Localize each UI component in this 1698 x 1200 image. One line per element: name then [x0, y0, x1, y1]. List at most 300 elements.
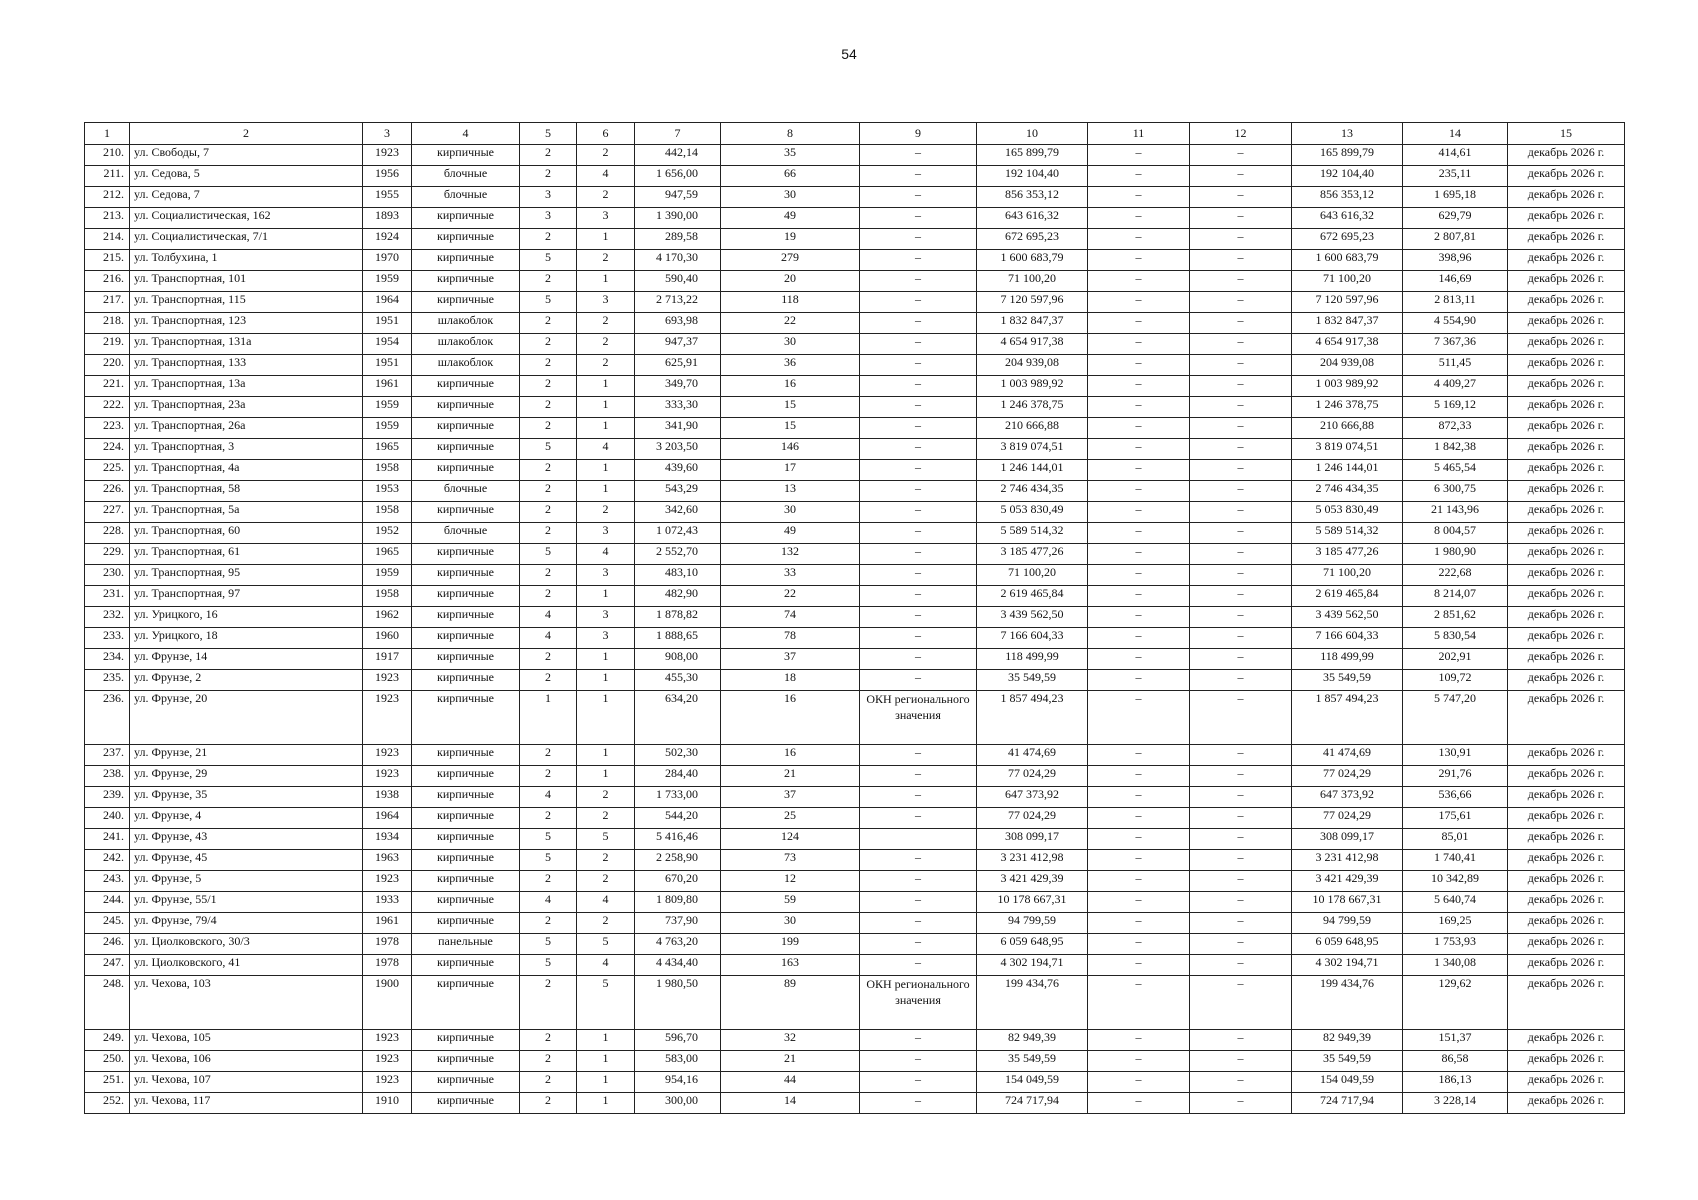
cell-residents: 163 — [721, 955, 860, 976]
cell-heritage-status: – — [860, 271, 977, 292]
cell-area: 1 888,65 — [635, 628, 721, 649]
table-row — [85, 745, 1625, 766]
cell-cost-col-12: – — [1190, 670, 1292, 691]
cell-cost-total: 856 353,12 — [977, 187, 1088, 208]
cell-cost-total: 77 024,29 — [977, 808, 1088, 829]
column-header-6: 6 — [577, 123, 635, 145]
cell-cost-total: 3 231 412,98 — [977, 850, 1088, 871]
cell-heritage-status: – — [860, 481, 977, 502]
cell-area: 483,10 — [635, 565, 721, 586]
cell-wall-material: кирпичные — [412, 292, 520, 313]
cell-cost-col-12: – — [1190, 355, 1292, 376]
cell-row-number: 215. — [85, 250, 130, 271]
cell-cost-total: 5 589 514,32 — [977, 523, 1088, 544]
cell-cost-total: 192 104,40 — [977, 166, 1088, 187]
cell-address: ул. Транспортная, 61 — [130, 544, 363, 565]
cell-year-built: 1923 — [363, 1051, 412, 1072]
cell-residents: 59 — [721, 892, 860, 913]
cell-cost-total: 118 499,99 — [977, 649, 1088, 670]
cell-heritage-status: – — [860, 229, 977, 250]
cell-heritage-status: – — [860, 808, 977, 829]
cell-floors: 2 — [520, 523, 577, 544]
cell-cost-col-11: – — [1088, 334, 1190, 355]
cell-cost-total: 41 474,69 — [977, 745, 1088, 766]
cell-address: ул. Социалистическая, 7/1 — [130, 229, 363, 250]
column-header-5: 5 — [520, 123, 577, 145]
cell-residents: 25 — [721, 808, 860, 829]
cell-area: 543,29 — [635, 481, 721, 502]
cell-cost-per-sqm: 5 640,74 — [1403, 892, 1508, 913]
cell-cost-per-sqm: 86,58 — [1403, 1051, 1508, 1072]
cell-residents: 19 — [721, 229, 860, 250]
cell-entrances: 4 — [577, 955, 635, 976]
cell-residents: 124 — [721, 829, 860, 850]
cell-cost-col-13: 10 178 667,31 — [1292, 892, 1403, 913]
cell-cost-col-13: 165 899,79 — [1292, 145, 1403, 166]
cell-cost-col-11: – — [1088, 1093, 1190, 1114]
cell-wall-material: кирпичные — [412, 502, 520, 523]
cell-address: ул. Циолковского, 41 — [130, 955, 363, 976]
cell-cost-per-sqm: 2 851,62 — [1403, 607, 1508, 628]
cell-address: ул. Фрунзе, 20 — [130, 691, 363, 745]
cell-wall-material: кирпичные — [412, 376, 520, 397]
cell-cost-per-sqm: 175,61 — [1403, 808, 1508, 829]
cell-year-built: 1933 — [363, 892, 412, 913]
cell-wall-material: кирпичные — [412, 439, 520, 460]
cell-cost-col-12: – — [1190, 649, 1292, 670]
cell-heritage-status: – — [860, 1051, 977, 1072]
table-row — [85, 565, 1625, 586]
cell-entrances: 4 — [577, 544, 635, 565]
cell-year-built: 1978 — [363, 934, 412, 955]
cell-cost-col-13: 5 589 514,32 — [1292, 523, 1403, 544]
table-row — [85, 670, 1625, 691]
cell-area: 1 980,50 — [635, 976, 721, 1030]
cell-address: ул. Фрунзе, 45 — [130, 850, 363, 871]
cell-floors: 2 — [520, 313, 577, 334]
cell-cost-col-13: 5 053 830,49 — [1292, 502, 1403, 523]
cell-address: ул. Транспортная, 95 — [130, 565, 363, 586]
cell-cost-col-12: – — [1190, 187, 1292, 208]
cell-cost-total: 71 100,20 — [977, 565, 1088, 586]
cell-address: ул. Фрунзе, 21 — [130, 745, 363, 766]
cell-cost-per-sqm: 6 300,75 — [1403, 481, 1508, 502]
cell-wall-material: кирпичные — [412, 397, 520, 418]
cell-cost-per-sqm: 8 214,07 — [1403, 586, 1508, 607]
cell-deadline: декабрь 2026 г. — [1508, 565, 1625, 586]
cell-row-number: 250. — [85, 1051, 130, 1072]
cell-address: ул. Транспортная, 13а — [130, 376, 363, 397]
cell-heritage-status: – — [860, 871, 977, 892]
cell-deadline: декабрь 2026 г. — [1508, 292, 1625, 313]
cell-cost-total: 204 939,08 — [977, 355, 1088, 376]
cell-wall-material: кирпичные — [412, 229, 520, 250]
cell-residents: 15 — [721, 418, 860, 439]
cell-cost-per-sqm: 398,96 — [1403, 250, 1508, 271]
cell-cost-col-13: 1 832 847,37 — [1292, 313, 1403, 334]
cell-cost-col-12: – — [1190, 850, 1292, 871]
cell-cost-col-11: – — [1088, 229, 1190, 250]
cell-heritage-status: ОКН регионального значения — [860, 691, 977, 745]
cell-floors: 5 — [520, 250, 577, 271]
cell-heritage-status: – — [860, 397, 977, 418]
table-row — [85, 187, 1625, 208]
cell-heritage-status: – — [860, 145, 977, 166]
cell-row-number: 243. — [85, 871, 130, 892]
cell-year-built: 1960 — [363, 628, 412, 649]
cell-cost-total: 3 439 562,50 — [977, 607, 1088, 628]
cell-floors: 5 — [520, 829, 577, 850]
cell-cost-per-sqm: 1 980,90 — [1403, 544, 1508, 565]
cell-floors: 2 — [520, 355, 577, 376]
cell-row-number: 226. — [85, 481, 130, 502]
cell-cost-col-12: – — [1190, 586, 1292, 607]
cell-heritage-status: – — [860, 934, 977, 955]
cell-cost-col-13: 2 619 465,84 — [1292, 586, 1403, 607]
cell-heritage-status: – — [860, 670, 977, 691]
cell-area: 583,00 — [635, 1051, 721, 1072]
cell-residents: 44 — [721, 1072, 860, 1093]
cell-deadline: декабрь 2026 г. — [1508, 418, 1625, 439]
cell-wall-material: кирпичные — [412, 1093, 520, 1114]
table-row — [85, 355, 1625, 376]
cell-entrances: 5 — [577, 976, 635, 1030]
cell-floors: 2 — [520, 229, 577, 250]
table-row — [85, 397, 1625, 418]
cell-cost-col-13: 856 353,12 — [1292, 187, 1403, 208]
cell-cost-per-sqm: 7 367,36 — [1403, 334, 1508, 355]
cell-cost-per-sqm: 8 004,57 — [1403, 523, 1508, 544]
cell-year-built: 1923 — [363, 691, 412, 745]
cell-address: ул. Транспортная, 4а — [130, 460, 363, 481]
cell-deadline: декабрь 2026 г. — [1508, 439, 1625, 460]
cell-address: ул. Транспортная, 3 — [130, 439, 363, 460]
cell-cost-per-sqm: 202,91 — [1403, 649, 1508, 670]
table-row — [85, 691, 1625, 745]
cell-deadline: декабрь 2026 г. — [1508, 229, 1625, 250]
cell-area: 289,58 — [635, 229, 721, 250]
cell-cost-col-12: – — [1190, 1093, 1292, 1114]
cell-wall-material: кирпичные — [412, 565, 520, 586]
cell-heritage-status: – — [860, 166, 977, 187]
cell-cost-total: 1 003 989,92 — [977, 376, 1088, 397]
cell-entrances: 5 — [577, 934, 635, 955]
cell-address: ул. Транспортная, 58 — [130, 481, 363, 502]
cell-floors: 2 — [520, 1030, 577, 1051]
cell-heritage-status: – — [860, 745, 977, 766]
cell-wall-material: кирпичные — [412, 271, 520, 292]
cell-cost-per-sqm: 1 842,38 — [1403, 439, 1508, 460]
cell-deadline: декабрь 2026 г. — [1508, 871, 1625, 892]
cell-floors: 5 — [520, 934, 577, 955]
cell-entrances: 1 — [577, 691, 635, 745]
cell-wall-material: кирпичные — [412, 250, 520, 271]
cell-entrances: 1 — [577, 376, 635, 397]
cell-row-number: 211. — [85, 166, 130, 187]
cell-year-built: 1965 — [363, 544, 412, 565]
cell-floors: 2 — [520, 460, 577, 481]
cell-cost-col-13: 154 049,59 — [1292, 1072, 1403, 1093]
cell-cost-col-12: – — [1190, 1030, 1292, 1051]
cell-row-number: 234. — [85, 649, 130, 670]
cell-cost-col-11: – — [1088, 871, 1190, 892]
cell-cost-per-sqm: 129,62 — [1403, 976, 1508, 1030]
cell-cost-col-13: 77 024,29 — [1292, 808, 1403, 829]
cell-row-number: 219. — [85, 334, 130, 355]
cell-residents: 78 — [721, 628, 860, 649]
cell-wall-material: кирпичные — [412, 649, 520, 670]
page-number: 54 — [841, 46, 857, 62]
cell-entrances: 2 — [577, 250, 635, 271]
cell-cost-col-11: – — [1088, 649, 1190, 670]
cell-cost-total: 71 100,20 — [977, 271, 1088, 292]
cell-cost-col-12: – — [1190, 955, 1292, 976]
cell-wall-material: шлакоблок — [412, 334, 520, 355]
cell-address: ул. Транспортная, 26а — [130, 418, 363, 439]
cell-cost-col-13: 1 600 683,79 — [1292, 250, 1403, 271]
cell-year-built: 1962 — [363, 607, 412, 628]
cell-residents: 18 — [721, 670, 860, 691]
cell-heritage-status: – — [860, 892, 977, 913]
cell-deadline: декабрь 2026 г. — [1508, 271, 1625, 292]
cell-cost-col-11: – — [1088, 523, 1190, 544]
cell-row-number: 223. — [85, 418, 130, 439]
cell-heritage-status: – — [860, 334, 977, 355]
cell-address: ул. Урицкого, 16 — [130, 607, 363, 628]
cell-heritage-status: – — [860, 1093, 977, 1114]
cell-row-number: 239. — [85, 787, 130, 808]
cell-year-built: 1900 — [363, 976, 412, 1030]
cell-cost-col-12: – — [1190, 313, 1292, 334]
cell-year-built: 1970 — [363, 250, 412, 271]
cell-cost-total: 647 373,92 — [977, 787, 1088, 808]
cell-year-built: 1893 — [363, 208, 412, 229]
cell-area: 596,70 — [635, 1030, 721, 1051]
cell-address: ул. Циолковского, 30/3 — [130, 934, 363, 955]
cell-cost-col-12: – — [1190, 892, 1292, 913]
cell-year-built: 1958 — [363, 460, 412, 481]
cell-residents: 30 — [721, 913, 860, 934]
cell-entrances: 2 — [577, 187, 635, 208]
cell-address: ул. Транспортная, 131а — [130, 334, 363, 355]
cell-area: 954,16 — [635, 1072, 721, 1093]
cell-heritage-status: – — [860, 955, 977, 976]
cell-floors: 2 — [520, 1051, 577, 1072]
cell-cost-per-sqm: 1 753,93 — [1403, 934, 1508, 955]
cell-year-built: 1934 — [363, 829, 412, 850]
cell-row-number: 210. — [85, 145, 130, 166]
cell-cost-col-11: – — [1088, 271, 1190, 292]
cell-area: 341,90 — [635, 418, 721, 439]
cell-address: ул. Социалистическая, 162 — [130, 208, 363, 229]
cell-cost-col-13: 647 373,92 — [1292, 787, 1403, 808]
cell-heritage-status: – — [860, 376, 977, 397]
cell-residents: 22 — [721, 313, 860, 334]
cell-cost-total: 1 857 494,23 — [977, 691, 1088, 745]
cell-cost-col-11: – — [1088, 460, 1190, 481]
cell-address: ул. Транспортная, 23а — [130, 397, 363, 418]
cell-area: 4 170,30 — [635, 250, 721, 271]
cell-residents: 32 — [721, 1030, 860, 1051]
cell-area: 349,70 — [635, 376, 721, 397]
cell-floors: 2 — [520, 334, 577, 355]
cell-entrances: 1 — [577, 1072, 635, 1093]
cell-residents: 20 — [721, 271, 860, 292]
cell-area: 625,91 — [635, 355, 721, 376]
cell-cost-col-11: – — [1088, 628, 1190, 649]
cell-entrances: 1 — [577, 586, 635, 607]
cell-deadline: декабрь 2026 г. — [1508, 187, 1625, 208]
cell-cost-col-13: 1 246 378,75 — [1292, 397, 1403, 418]
column-header-9: 9 — [860, 123, 977, 145]
cell-cost-per-sqm: 169,25 — [1403, 913, 1508, 934]
cell-area: 482,90 — [635, 586, 721, 607]
cell-year-built: 1952 — [363, 523, 412, 544]
cell-cost-col-11: – — [1088, 976, 1190, 1030]
cell-cost-per-sqm: 629,79 — [1403, 208, 1508, 229]
cell-cost-total: 3 421 429,39 — [977, 871, 1088, 892]
cell-cost-per-sqm: 4 409,27 — [1403, 376, 1508, 397]
cell-row-number: 216. — [85, 271, 130, 292]
cell-area: 5 416,46 — [635, 829, 721, 850]
cell-deadline: декабрь 2026 г. — [1508, 208, 1625, 229]
cell-floors: 2 — [520, 913, 577, 934]
cell-cost-col-13: 1 246 144,01 — [1292, 460, 1403, 481]
cell-area: 442,14 — [635, 145, 721, 166]
cell-entrances: 4 — [577, 892, 635, 913]
cell-cost-total: 77 024,29 — [977, 766, 1088, 787]
cell-entrances: 3 — [577, 607, 635, 628]
cell-floors: 3 — [520, 208, 577, 229]
table-row — [85, 976, 1625, 1030]
cell-cost-total: 35 549,59 — [977, 1051, 1088, 1072]
cell-cost-col-12: – — [1190, 628, 1292, 649]
cell-floors: 2 — [520, 976, 577, 1030]
cell-area: 1 072,43 — [635, 523, 721, 544]
housing-registry-table — [84, 122, 1625, 1114]
cell-entrances: 3 — [577, 292, 635, 313]
cell-area: 333,30 — [635, 397, 721, 418]
cell-residents: 89 — [721, 976, 860, 1030]
cell-cost-col-11: – — [1088, 1072, 1190, 1093]
cell-deadline: декабрь 2026 г. — [1508, 913, 1625, 934]
cell-floors: 2 — [520, 766, 577, 787]
table-row — [85, 607, 1625, 628]
cell-cost-col-12: – — [1190, 871, 1292, 892]
cell-entrances: 1 — [577, 460, 635, 481]
cell-floors: 2 — [520, 1072, 577, 1093]
cell-row-number: 218. — [85, 313, 130, 334]
cell-row-number: 229. — [85, 544, 130, 565]
cell-address: ул. Фрунзе, 79/4 — [130, 913, 363, 934]
cell-area: 342,60 — [635, 502, 721, 523]
cell-area: 4 434,40 — [635, 955, 721, 976]
cell-heritage-status: – — [860, 502, 977, 523]
cell-cost-col-11: – — [1088, 544, 1190, 565]
cell-cost-per-sqm: 1 340,08 — [1403, 955, 1508, 976]
cell-deadline: декабрь 2026 г. — [1508, 145, 1625, 166]
cell-entrances: 2 — [577, 913, 635, 934]
cell-cost-total: 7 120 597,96 — [977, 292, 1088, 313]
cell-year-built: 1965 — [363, 439, 412, 460]
cell-cost-col-13: 1 857 494,23 — [1292, 691, 1403, 745]
cell-year-built: 1959 — [363, 418, 412, 439]
cell-heritage-status: – — [860, 292, 977, 313]
cell-cost-col-13: 308 099,17 — [1292, 829, 1403, 850]
cell-cost-col-12: – — [1190, 292, 1292, 313]
cell-cost-col-11: – — [1088, 745, 1190, 766]
cell-wall-material: кирпичные — [412, 829, 520, 850]
cell-cost-col-11: – — [1088, 808, 1190, 829]
cell-cost-per-sqm: 186,13 — [1403, 1072, 1508, 1093]
cell-wall-material: кирпичные — [412, 544, 520, 565]
cell-wall-material: блочные — [412, 166, 520, 187]
cell-floors: 1 — [520, 691, 577, 745]
cell-cost-col-11: – — [1088, 829, 1190, 850]
cell-residents: 14 — [721, 1093, 860, 1114]
cell-entrances: 5 — [577, 829, 635, 850]
table-row — [85, 250, 1625, 271]
cell-floors: 2 — [520, 502, 577, 523]
cell-heritage-status: – — [860, 250, 977, 271]
cell-area: 300,00 — [635, 1093, 721, 1114]
table-row — [85, 481, 1625, 502]
cell-cost-col-11: – — [1088, 355, 1190, 376]
cell-deadline: декабрь 2026 г. — [1508, 586, 1625, 607]
cell-residents: 279 — [721, 250, 860, 271]
cell-cost-col-11: – — [1088, 397, 1190, 418]
cell-deadline: декабрь 2026 г. — [1508, 850, 1625, 871]
cell-heritage-status: – — [860, 418, 977, 439]
cell-address: ул. Урицкого, 18 — [130, 628, 363, 649]
cell-residents: 37 — [721, 787, 860, 808]
cell-address: ул. Фрунзе, 43 — [130, 829, 363, 850]
cell-cost-per-sqm: 291,76 — [1403, 766, 1508, 787]
cell-cost-col-12: – — [1190, 766, 1292, 787]
table-row — [85, 523, 1625, 544]
cell-wall-material: кирпичные — [412, 787, 520, 808]
cell-cost-col-13: 643 616,32 — [1292, 208, 1403, 229]
cell-row-number: 213. — [85, 208, 130, 229]
cell-cost-total: 308 099,17 — [977, 829, 1088, 850]
cell-year-built: 1954 — [363, 334, 412, 355]
cell-cost-col-13: 3 819 074,51 — [1292, 439, 1403, 460]
cell-cost-per-sqm: 21 143,96 — [1403, 502, 1508, 523]
cell-deadline: декабрь 2026 г. — [1508, 628, 1625, 649]
cell-year-built: 1959 — [363, 397, 412, 418]
cell-entrances: 2 — [577, 871, 635, 892]
table-row — [85, 1051, 1625, 1072]
cell-cost-per-sqm: 85,01 — [1403, 829, 1508, 850]
cell-floors: 2 — [520, 397, 577, 418]
cell-year-built: 1959 — [363, 271, 412, 292]
cell-year-built: 1951 — [363, 355, 412, 376]
table-row — [85, 439, 1625, 460]
cell-row-number: 235. — [85, 670, 130, 691]
cell-year-built: 1961 — [363, 376, 412, 397]
table-row — [85, 1093, 1625, 1114]
cell-cost-col-12: – — [1190, 691, 1292, 745]
table-row — [85, 334, 1625, 355]
cell-cost-col-11: – — [1088, 1030, 1190, 1051]
cell-cost-col-12: – — [1190, 523, 1292, 544]
cell-residents: 132 — [721, 544, 860, 565]
cell-area: 1 878,82 — [635, 607, 721, 628]
cell-cost-per-sqm: 2 807,81 — [1403, 229, 1508, 250]
cell-cost-col-12: – — [1190, 976, 1292, 1030]
table-row — [85, 271, 1625, 292]
cell-residents: 73 — [721, 850, 860, 871]
